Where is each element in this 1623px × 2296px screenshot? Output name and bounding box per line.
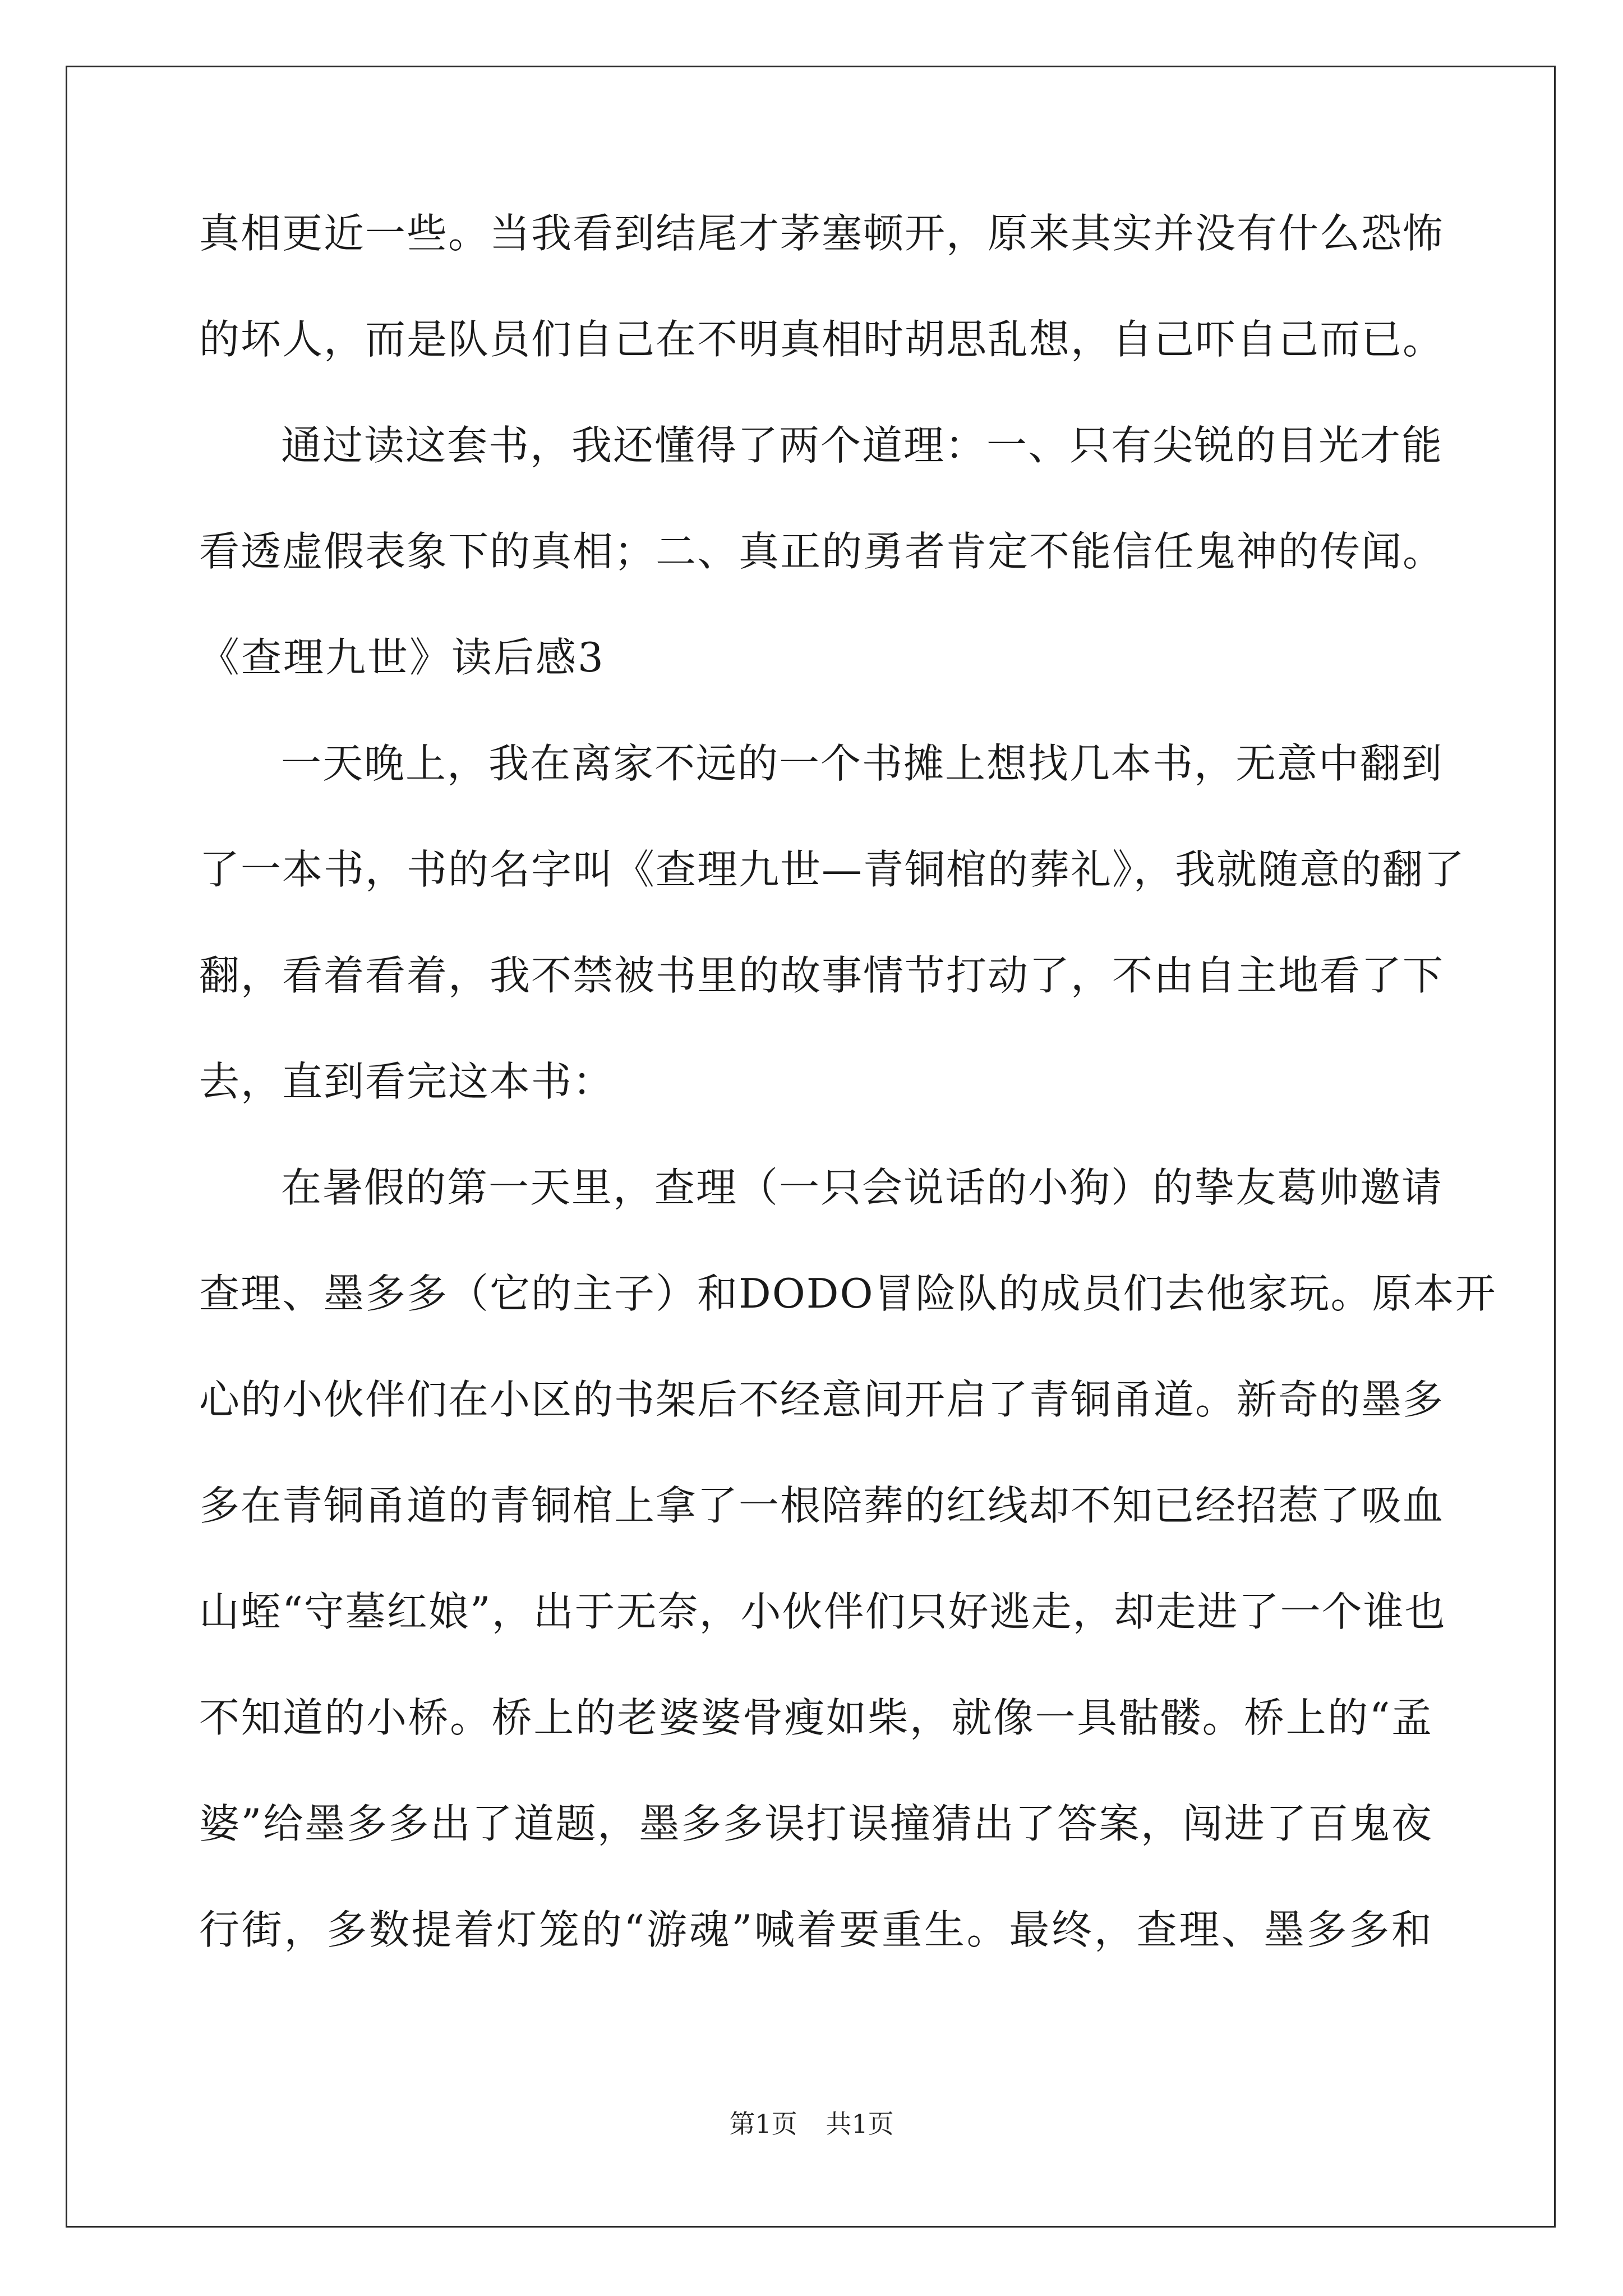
- text-line-9: 去，直到看完这本书：: [199, 1058, 615, 1105]
- text-line-13: 多在青铜甬道的青铜棺上拿了一根陪葬的红线却不知已经招惹了吸血: [199, 1482, 1445, 1529]
- text-line-12: 心的小伙伴们在小区的书架后不经意间开启了青铜甬道。新奇的墨多: [199, 1376, 1445, 1423]
- text-line-11: 查理、墨多多（它的主子）和DODO冒险队的成员们去他家玩。原本开: [199, 1270, 1497, 1317]
- document-body: [199, 210, 1497, 2016]
- section-heading: 《查理九世》读后感3: [199, 634, 605, 681]
- text-line-14: 山蛭“守墓红娘”，出于无奈，小伙伴们只好逃走，却走进了一个谁也: [199, 1588, 1446, 1635]
- text-line-15: 不知道的小桥。桥上的老婆婆骨瘦如柴，就像一具骷髅。桥上的“孟: [199, 1694, 1433, 1741]
- text-line-8: 翻，看着看着，我不禁被书里的故事情节打动了，不由自主地看了下: [199, 952, 1445, 999]
- text-line-3: 通过读这套书，我还懂得了两个道理：一、只有尖锐的目光才能: [281, 422, 1444, 469]
- text-line-6: 一天晚上，我在离家不远的一个书摊上想找几本书，无意中翻到: [281, 740, 1444, 787]
- text-line-17: 行街，多数提着灯笼的“游魂”喊着要重生。最终，查理、墨多多和: [199, 1906, 1433, 1953]
- text-line-7: 了一本书，书的名字叫《查理九世—青铜棺的葬礼》，我就随意的翻了: [199, 846, 1466, 893]
- text-line-2: 的坏人，而是队员们自己在不明真相时胡思乱想，自己吓自己而已。: [199, 316, 1445, 363]
- page-number: 第1页: [729, 2109, 797, 2139]
- page-footer: [0, 2104, 1623, 2141]
- text-line-4: 看透虚假表象下的真相；二、真正的勇者肯定不能信任鬼神的传闻。: [199, 528, 1445, 575]
- text-line-16: 婆”给墨多多出了道题，墨多多误打误撞猜出了答案，闯进了百鬼夜: [199, 1800, 1433, 1847]
- text-line-1: 真相更近一些。当我看到结尾才茅塞顿开，原来其实并没有什么恐怖: [199, 210, 1445, 257]
- page-total: 共1页: [826, 2109, 894, 2139]
- text-line-10: 在暑假的第一天里，查理（一只会说话的小狗）的挚友葛帅邀请: [281, 1164, 1444, 1211]
